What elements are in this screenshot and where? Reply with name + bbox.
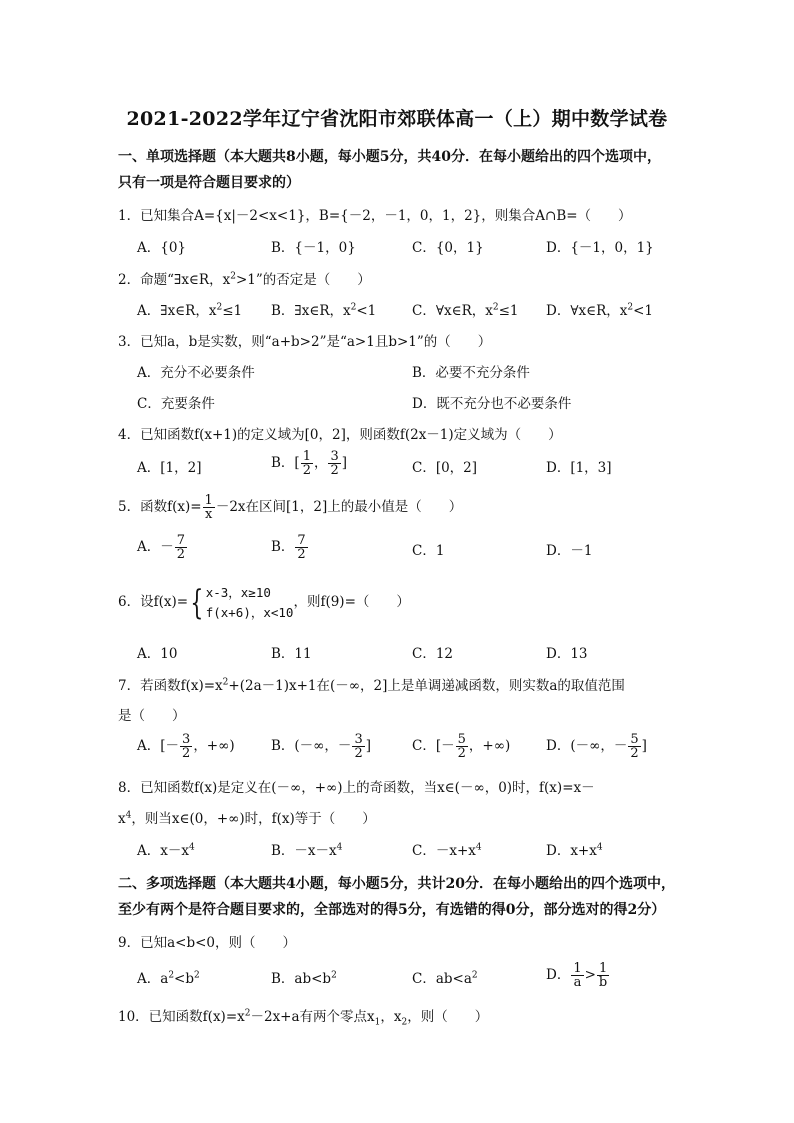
q7-option-b: B．(－∞，－ $\frac{3}{2}$ ]	[271, 732, 371, 761]
q5-option-b: B． $\frac{7}{2}$	[271, 533, 306, 562]
section-1-heading: 一、单项选择题（本大题共8小题，每小题5分，共40分．在每小题给出的四个选项中， 只有一项是符合题目要求的）	[118, 149, 661, 191]
q6-option-d: D．13	[546, 646, 588, 662]
q5-option-a: A．－ $\frac{7}{2}$	[137, 533, 186, 562]
q6-option-c: C．12	[412, 646, 454, 662]
q3-option-c: C．充要条件	[137, 396, 215, 412]
question-3: 3．已知a，b是实数，则“a+b>2”是“a>1且b>1”的（ ）	[118, 334, 492, 350]
q8-option-b: B．$-x-x^4$	[271, 842, 343, 859]
q1-option-b: B．{－1，0}	[271, 240, 356, 256]
q8-option-a: A．$x-x^4$	[137, 842, 195, 859]
question-8-line-2: $x^4$，则当x∈(0，+∞)时，f(x)等于（ ）	[118, 810, 376, 827]
piecewise-cases: x-3，x≥10 f(x+6)，x<10	[205, 584, 294, 620]
section-2-heading: 二、多项选择题（本大题共4小题，每小题5分，共计20分．在每小题给出的四个选项中， 至少有两个是符合题目要求的，全部选对的得5分，有选错的得0分，部分选对的得2分）	[118, 876, 675, 918]
q8-option-c: C．$-x+x^4$	[412, 842, 482, 859]
q3-option-d: D．既不充分也不必要条件	[412, 396, 572, 412]
q7-option-a: A．[－ $\frac{3}{2}$ ，+∞)	[137, 732, 235, 761]
question-4: 4．已知函数f(x+1)的定义域为[0，2]，则函数f(2x－1)定义域为（ ）	[118, 427, 562, 443]
left-brace-icon: {	[190, 582, 204, 623]
question-2: 2．命题“∃x∈R，$x^2>1$”的否定是（ ）	[118, 271, 371, 288]
q4-option-a: A．[1，2]	[137, 460, 202, 476]
question-1: 1．已知集合A={x|－2<x<1}，B={－2，－1，0，1，2}，则集合A∩B=（ ）	[118, 208, 632, 224]
question-7-line-2: 是（ ）	[118, 708, 186, 724]
q9-option-b: B．$ab<b^2$	[271, 970, 337, 987]
question-5: 5．函数f(x)= $\frac{1}{x}$ －2x在区间[1，2]上的最小值是（ ）	[118, 493, 463, 522]
q8-option-d: D．$x+x^4$	[546, 842, 603, 859]
q4-option-d: D．[1，3]	[546, 460, 612, 476]
q2-option-b: B．∃x∈R，$x^2<1$	[271, 302, 377, 319]
q3-option-b: B．必要不充分条件	[412, 365, 530, 381]
q7-option-d: D．(－∞，－ $\frac{5}{2}$ ]	[546, 732, 647, 761]
q1-option-c: C．{0，1}	[412, 240, 484, 256]
q4-option-c: C．[0，2]	[412, 460, 478, 476]
q5-option-c: C．1	[412, 543, 445, 559]
question-9: 9．已知a<b<0，则（ ）	[118, 935, 296, 951]
q7-option-c: C．[－ $\frac{5}{2}$ ，+∞)	[412, 732, 511, 761]
q6-option-b: B．11	[271, 646, 312, 662]
q3-option-a: A．充分不必要条件	[137, 365, 255, 381]
q1-option-a: A．{0}	[137, 240, 187, 256]
question-8: 8．已知函数f(x)是定义在(－∞，+∞)上的奇函数，当x∈(－∞，0)时，f(x)=x－	[118, 780, 595, 796]
q4-option-b: B．[ $\frac{1}{2}$ ， $\frac{3}{2}$ ]	[271, 449, 348, 478]
question-6: 6．设f(x)={ x-3，x≥10 f(x+6)，x<10 ，则f(9)=（ ）	[118, 582, 410, 623]
q2-option-d: D．∀x∈R，$x^2<1$	[546, 302, 653, 319]
q2-option-c: C．∀x∈R，$x^2\le 1$	[412, 302, 519, 319]
q2-option-a: A．∃x∈R，$x^2\le 1$	[137, 302, 243, 319]
q6-option-a: A．10	[137, 646, 178, 662]
question-7: 7．若函数$f(x)=x^2+(2a-1)x+1$在(－∞，2]上是单调递减函数，则实数a的取值范围	[118, 677, 625, 694]
question-10: 10．已知函数$f(x)=x^2-2x+a$有两个零点$x_1$，$x_2$，则（ ）	[118, 1008, 489, 1028]
q9-option-d: D． $\frac{1}{a}$ > $\frac{1}{b}$	[546, 961, 608, 990]
q5-option-d: D．－1	[546, 543, 593, 559]
q9-option-c: C．$ab<a^2$	[412, 970, 478, 987]
q1-option-d: D．{－1，0，1}	[546, 240, 654, 256]
exam-title: 2021-2022学年辽宁省沈阳市郊联体高一（上）期中数学试卷	[126, 108, 668, 130]
q9-option-a: A．$a^2<b^2$	[137, 970, 200, 987]
